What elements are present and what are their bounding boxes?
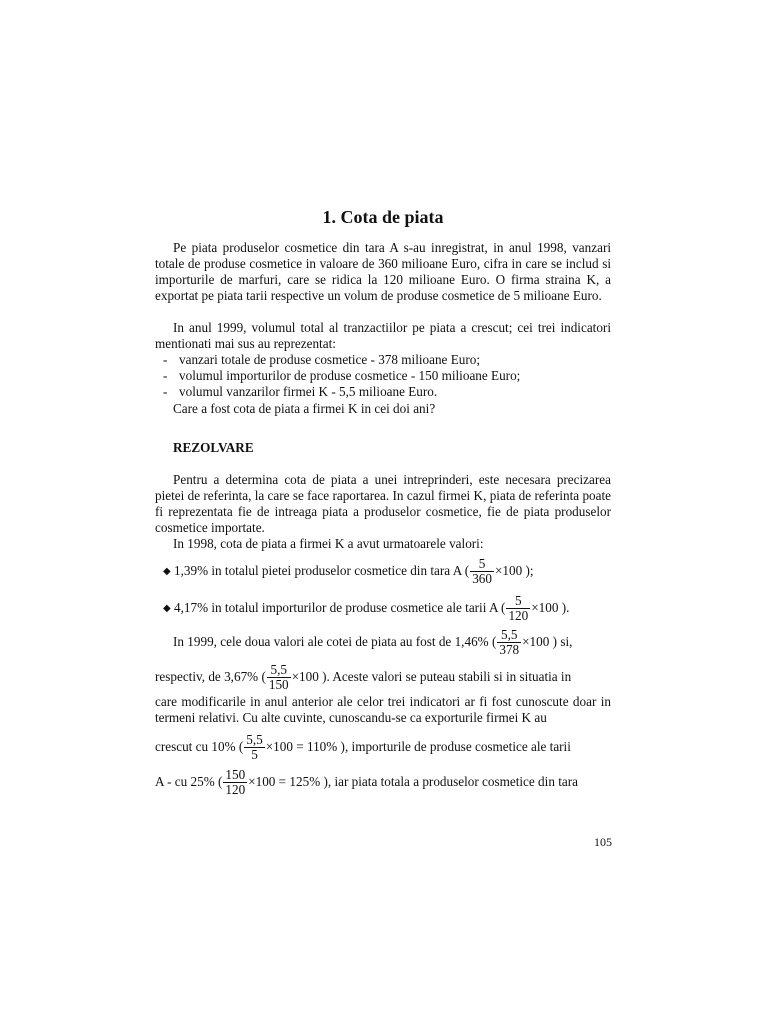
page-number: 105	[594, 835, 612, 849]
solution-paragraph-1: Pentru a determina cota de piata a unei intreprinderi, este necesara precizarea pietei de referinta, la care se face raportarea. In cazul firmei K, piata de referinta poate fi reprezentata fie de intreaga piata a produselor cosmetice, fie de piata produselor cosmetice importate.	[155, 472, 611, 535]
page-title: 1. Cota de piata	[322, 207, 444, 227]
fraction: $\frac{150}{120}$	[225, 767, 246, 798]
section-heading: REZOLVARE	[173, 440, 254, 455]
bullet-item-2: ◆ 4,17% in totalul importurilor de produse cosmetice ale tarii A ( $\frac{5}{120}$ ×100 ).	[163, 593, 570, 624]
fraction: $\frac{5,5}{150}$	[268, 662, 289, 693]
diamond-bullet-icon: ◆	[163, 603, 171, 614]
intro-paragraph-1: Pe piata produselor cosmetice din tara A s-au inregistrat, in anul 1998, vanzari totale de produse cosmetice in valoare de 360 milioane Euro, cifra in care se includ si importurile de marfuri, care se ridica la 120 milioane Euro. O firma straina K, a exportat pe piata tarii respective un volum de produse cosmetice de 5 milioane Euro.	[155, 240, 611, 303]
line-relative-terms: care modificarile in anul anterior ale celor trei indicatori ar fi fost cunoscute doar in termeni relativi. Cu alte cuvinte, cunoscandu-se ca exporturile firmei K au	[155, 694, 611, 725]
bullet-item-1: ◆ 1,39% in totalul pietei produselor cosmetice din tara A ( $\frac{5}{360}$ ×100 );	[163, 556, 534, 587]
fraction: $\frac{5}{120}$	[508, 593, 529, 624]
fraction: $\frac{5}{360}$	[472, 556, 492, 587]
fraction: $\frac{5,5}{5}$	[246, 732, 263, 763]
question-paragraph: Care a fost cota de piata a firmei K in cei doi ani?	[173, 401, 436, 416]
line-imports-growth: A - cu 25% ( $\frac{150}{120}$ ×100 = 125% ), iar piata totala a produselor cosmetice din tara	[155, 767, 578, 798]
indicator-list: - vanzari totale de produse cosmetice - 378 milioane Euro; - volumul importurilor de produse cosmetice - 150 milioane Euro; - volumul vanzarilor firmei K - 5,5 milioane Euro.	[163, 352, 521, 399]
solution-paragraph-2: In 1998, cota de piata a firmei K a avut urmatoarele valori:	[173, 536, 484, 551]
diamond-bullet-icon: ◆	[163, 566, 171, 577]
line-1999: In 1999, cele doua valori ale cotei de piata au fost de 1,46% ( $\frac{5,5}{378}$ ×100 ) si,	[173, 627, 573, 658]
line-exports-growth: crescut cu 10% ( $\frac{5,5}{5}$ ×100 = 110% ), importurile de produse cosmetice ale tarii	[155, 732, 571, 763]
intro-paragraph-2: In anul 1999, volumul total al tranzactiilor pe piata a crescut; cei trei indicatori mentionati mai sus au reprezentat:	[155, 320, 611, 351]
line-respectiv: respectiv, de 3,67% ( $\frac{5,5}{150}$ ×100 ). Aceste valori se puteau stabili si in situatia in	[155, 662, 572, 693]
fraction: $\frac{5,5}{378}$	[499, 627, 520, 658]
